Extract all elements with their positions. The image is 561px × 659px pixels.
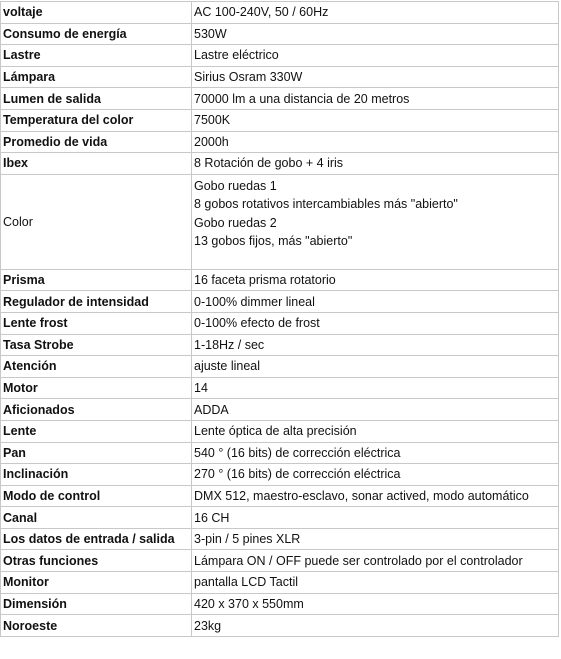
spec-value: 0-100% efecto de frost [192, 312, 559, 334]
spec-label: Prisma [1, 269, 192, 291]
spec-row-prisma [1, 269, 559, 291]
spec-row-color [1, 174, 559, 269]
spec-label: Promedio de vida [1, 131, 192, 153]
spec-value-line: 13 gobos fijos, más "abierto" [194, 233, 353, 248]
spec-label: Canal [1, 507, 192, 529]
spec-label: Lente [1, 420, 192, 442]
spec-value: 540 ° (16 bits) de corrección eléctrica [192, 442, 559, 464]
spec-value: 530W [192, 23, 559, 45]
spec-table [0, 1, 559, 637]
spec-value-line: Gobo ruedas 1 [194, 178, 277, 193]
spec-value: 270 ° (16 bits) de corrección eléctrica [192, 464, 559, 486]
spec-value: DMX 512, maestro-esclavo, sonar actived, modo automático [192, 485, 559, 507]
spec-value: 23kg [192, 615, 559, 637]
spec-row-regulador [1, 291, 559, 313]
spec-row-modo-control [1, 485, 559, 507]
spec-label: Atención [1, 356, 192, 378]
spec-row-monitor [1, 572, 559, 594]
spec-label: Pan [1, 442, 192, 464]
spec-label: Modo de control [1, 485, 192, 507]
spec-row-motor [1, 377, 559, 399]
spec-value: 0-100% dimmer lineal [192, 291, 559, 313]
spec-value: 14 [192, 377, 559, 399]
spec-value: pantalla LCD Tactil [192, 572, 559, 594]
spec-row-vida [1, 131, 559, 153]
spec-row-otras-funciones [1, 550, 559, 572]
spec-row-voltaje [1, 2, 559, 24]
spec-value: 420 x 370 x 550mm [192, 593, 559, 615]
spec-row-ibex [1, 153, 559, 175]
spec-value: 2000h [192, 131, 559, 153]
spec-value: Lastre eléctrico [192, 45, 559, 67]
spec-row-temperatura [1, 109, 559, 131]
spec-value: 16 CH [192, 507, 559, 529]
spec-label: Temperatura del color [1, 109, 192, 131]
spec-row-aficionados [1, 399, 559, 421]
spec-value [192, 174, 559, 269]
spec-value-line: Gobo ruedas 2 [194, 215, 277, 230]
spec-value: ADDA [192, 399, 559, 421]
spec-row-atencion [1, 356, 559, 378]
spec-label: voltaje [1, 2, 192, 24]
spec-label: Noroeste [1, 615, 192, 637]
spec-value: 8 Rotación de gobo + 4 iris [192, 153, 559, 175]
spec-row-canal [1, 507, 559, 529]
spec-label: Lámpara [1, 66, 192, 88]
spec-row-frost [1, 312, 559, 334]
spec-value: 70000 lm a una distancia de 20 metros [192, 88, 559, 110]
spec-label: Monitor [1, 572, 192, 594]
spec-row-inclinacion [1, 464, 559, 486]
spec-label: Consumo de energía [1, 23, 192, 45]
spec-value: ajuste lineal [192, 356, 559, 378]
spec-row-strobe [1, 334, 559, 356]
spec-value: 1-18Hz / sec [192, 334, 559, 356]
spec-label: Otras funciones [1, 550, 192, 572]
spec-label: Inclinación [1, 464, 192, 486]
spec-row-pan [1, 442, 559, 464]
spec-row-dimension [1, 593, 559, 615]
spec-row-lastre [1, 45, 559, 67]
spec-label: Los datos de entrada / salida [1, 528, 192, 550]
spec-label: Motor [1, 377, 192, 399]
spec-label: Tasa Strobe [1, 334, 192, 356]
spec-label: Dimensión [1, 593, 192, 615]
spec-value: AC 100-240V, 50 / 60Hz [192, 2, 559, 24]
spec-value: 3-pin / 5 pines XLR [192, 528, 559, 550]
spec-row-datos [1, 528, 559, 550]
spec-value: Lámpara ON / OFF puede ser controlado por el controlador [192, 550, 559, 572]
spec-value: Sirius Osram 330W [192, 66, 559, 88]
spec-row-consumo [1, 23, 559, 45]
spec-value: 16 faceta prisma rotatorio [192, 269, 559, 291]
spec-label: Lente frost [1, 312, 192, 334]
spec-row-lampara [1, 66, 559, 88]
spec-value: 7500K [192, 109, 559, 131]
spec-value: Lente óptica de alta precisión [192, 420, 559, 442]
spec-row-lumen [1, 88, 559, 110]
spec-label: Ibex [1, 153, 192, 175]
spec-row-noroeste [1, 615, 559, 637]
spec-label: Lastre [1, 45, 192, 67]
spec-row-lente [1, 420, 559, 442]
spec-label: Lumen de salida [1, 88, 192, 110]
spec-label: Regulador de intensidad [1, 291, 192, 313]
spec-value-line: 8 gobos rotativos intercambiables más "abierto" [194, 197, 458, 212]
spec-label: Aficionados [1, 399, 192, 421]
spec-label: Color [1, 174, 192, 269]
